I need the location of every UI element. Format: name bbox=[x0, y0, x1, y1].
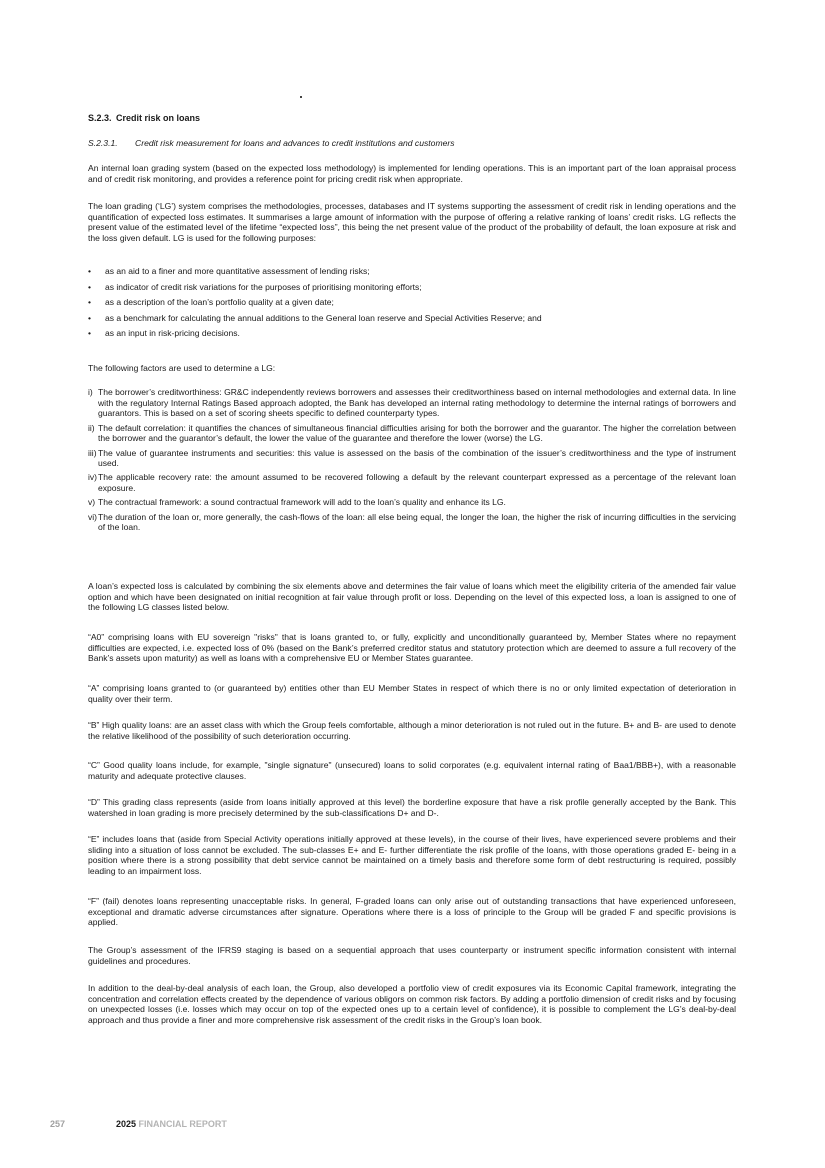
grade-e-paragraph: “E” includes loans that (aside from Special Activity operations initially approved at these levels), in the course of their lives, have experienced severe problems and their sliding into a situation of loss cannot be excluded. The sub-classes E+ and E- further differentiate the risk profile of the loans, with those operations graded E- being in a position where there is a strong possibility that debt service cannot be maintained on a timely basis and therefore some form of debt restructuring is required, possibly leading to an impairment loss. bbox=[88, 834, 736, 877]
list-item: • as indicator of credit risk variations for the purposes of prioritising monitoring efforts; bbox=[88, 282, 736, 298]
page-number: 257 bbox=[50, 1119, 66, 1129]
grade-c-paragraph: “C” Good quality loans include, for example, "single signature" (unsecured) loans to solid corporates (e.g. equivalent internal rating of Baa1/BBB+), with a reasonable maturity and adequate protective clauses. bbox=[88, 760, 736, 781]
factors-intro: The following factors are used to determine a LG: bbox=[88, 363, 276, 373]
stray-dot bbox=[300, 96, 302, 98]
factor-text: The default correlation: it quantifies the chances of simultaneous financial difficulties arising for both the borrower and the guarantor. The higher the correlation between the borrower and the guarantor’s default, the lower the value of the guarantee and therefore the lower (worse) the LG. bbox=[98, 422, 736, 444]
factor-text: The applicable recovery rate: the amount assumed to be recovered following a default by the relevant counterpart expressed as a percentage of the relevant loan exposure. bbox=[98, 472, 736, 494]
factor-text: The borrower’s creditworthiness: GR&C independently reviews borrowers and assesses their creditworthiness based on internal methodologies and external data. In line with the regulatory Internal Ratings Based approach adopted, the Bank has developed an internal rating methodology to determine the internal ratings of borrowers and guarantors. This is based on a set of scoring sheets specific to defined counterparty types. bbox=[98, 387, 736, 419]
factor-label: iv) bbox=[88, 472, 98, 483]
report-year: 2025 bbox=[116, 1119, 137, 1129]
list-item bbox=[88, 512, 736, 533]
factors-list bbox=[88, 387, 736, 536]
grade-a-paragraph: “A” comprising loans granted to (or guaranteed by) entities other than EU Member States in respect of which there is no or only limited expectation of deterioration in quality over their term. bbox=[88, 683, 736, 704]
list-item: • as an input in risk-pricing decisions. bbox=[88, 328, 736, 344]
list-item: • as an aid to a finer and more quantitative assessment of lending risks; bbox=[88, 266, 736, 282]
section-title: Credit risk on loans bbox=[116, 113, 201, 123]
grade-f-paragraph: “F” (fail) denotes loans representing unacceptable risks. In general, F-graded loans can only arise out of outstanding transactions that have experienced unforeseen, exceptional and dramatic adverse circumstances after signature. Operations where there is a loss of principle to the Group will be graded F and specific provisions is applied. bbox=[88, 896, 736, 928]
section-heading bbox=[88, 113, 200, 123]
intro-paragraph: An internal loan grading system (based on the expected loss methodology) is implemented for lending operations. This is an important part of the loan appraisal process and of credit risk monitoring, and provides a reference point for pricing credit risk when appropriate. bbox=[88, 163, 736, 184]
list-item bbox=[88, 423, 736, 444]
list-item bbox=[88, 387, 736, 419]
purposes-list bbox=[88, 266, 736, 344]
list-item bbox=[88, 472, 736, 493]
factor-label: i) bbox=[88, 387, 93, 397]
portfolio-paragraph: In addition to the deal-by-deal analysis of each loan, the Group, also developed a portfolio view of credit exposures via its Economic Capital framework, integrating the concentration and correlation effects created by the dependence of various obligors on common risk factors. By adding a portfolio dimension of credit risks and by focusing on unexpected losses (i.e. losses which may occur on top of the expected ones up to a certain level of confidence), it is possible to complement the LG’s deal-by-deal approach and thus provide a finer and more comprehensive risk assessment of the credit risks in the Group’s loan book. bbox=[88, 983, 736, 1026]
body-paragraph: A loan’s expected loss is calculated by combining the six elements above and determines the fair value of loans which meet the eligibility criteria of the amended fair value option and which have been designated on initial recognition at fair value through profit or loss. Depending on the level of this expected loss, a loan is assigned to one of the following LG classes listed below. bbox=[88, 581, 736, 613]
list-item: • as a benchmark for calculating the annual additions to the General loan reserve and Special Activities Reserve; and bbox=[88, 313, 736, 329]
factor-text: The duration of the loan or, more generally, the cash-flows of the loan: all else being equal, the longer the loan, the higher the risk of incurring difficulties in the servicing of the loan. bbox=[98, 511, 736, 533]
factor-label: iii) bbox=[88, 447, 97, 458]
subsection-title: Credit risk measurement for loans and advances to credit institutions and customers bbox=[135, 138, 455, 148]
factor-label: vi) bbox=[88, 511, 98, 522]
intro-paragraph: The loan grading (‘LG’) system comprises the methodologies, processes, databases and IT systems supporting the assessment of credit risk in lending operations and the quantification of expected loss estimates. It summarises a large amount of information with the purpose of offering a relative ranking of loans’ credit risks. LG reflects the present value of the estimated level of the lifetime “expected loss”, this being the net present value of the product of the probability of default, the loan exposure at risk and the loss given default. LG is used for the following purposes: bbox=[88, 201, 736, 244]
ifrs9-paragraph: The Group’s assessment of the IFRS9 staging is based on a sequential approach that uses counterparty or instrument specific information consistent with internal guidelines and procedures. bbox=[88, 945, 736, 966]
grade-a0-paragraph: “A0” comprising loans with EU sovereign "risks" that is loans granted to, or fully, explicitly and unconditionally guaranteed by, Member States where no repayment difficulties are expected, i.e. expected loss of 0% (based on the Bank’s preferred creditor status and statutory protection which are deemed to assure a full recovery of the Bank’s assets upon maturity) as well as loans with a comprehensive EU or Member States guarantee. bbox=[88, 632, 736, 664]
grade-b-paragraph: “B” High quality loans: are an asset class with which the Group feels comfortable, although a minor deterioration is not ruled out in the future. B+ and B- are used to denote the relative likelihood of the possibility of such deterioration occurring. bbox=[88, 720, 736, 741]
factor-text: The contractual framework: a sound contractual framework will add to the loan’s quality and enhance its LG. bbox=[98, 497, 506, 508]
factor-label: ii) bbox=[88, 422, 95, 433]
subsection-heading bbox=[88, 138, 455, 148]
list-item: • as a description of the loan’s portfolio quality at a given date; bbox=[88, 297, 736, 313]
list-item bbox=[88, 497, 736, 508]
grade-d-paragraph: “D” This grading class represents (aside from loans initially approved at this level) the borderline exposure that have a risk profile generally accepted by the Bank. This watershed in loan grading is more precisely determined by the sub-classifications D+ and D-. bbox=[88, 797, 736, 818]
report-title: FINANCIAL REPORT bbox=[138, 1119, 227, 1129]
section-number: S.2.3. bbox=[88, 113, 112, 123]
factor-text: The value of guarantee instruments and securities: this value is assessed on the basis of the combination of the issuer’s creditworthiness and the type of instrument used. bbox=[98, 447, 736, 469]
list-item bbox=[88, 448, 736, 469]
subsection-number: S.2.3.1. bbox=[88, 138, 118, 148]
factor-label: v) bbox=[88, 497, 96, 508]
report-brand bbox=[116, 1119, 227, 1129]
